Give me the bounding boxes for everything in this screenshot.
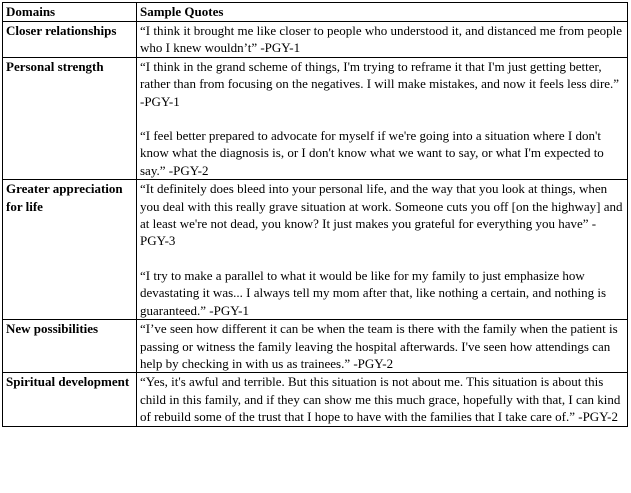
quote-cell (137, 22, 628, 58)
table-row (3, 22, 628, 58)
domain-cell: Greater appreciation for life (3, 180, 137, 320)
quote-text: “I’ve seen how different it can be when the team is there with the family when the patient is passing or witness the family leaving the hospital afterwards. I've seen how attendings can help by checking in with us as trainees.” -PGY-2 (140, 321, 618, 371)
quote-cell (137, 320, 628, 373)
domain-cell: Personal strength (3, 57, 137, 179)
domain-cell: Closer relationships (3, 22, 137, 58)
quote-text: “I feel better prepared to advocate for myself if we're going into a situation where I don't know what the diagnosis is, or I don't know what we want to say, or what I'm expected to say.” -PGY-2 (140, 128, 604, 178)
quote-text: “It definitely does bleed into your personal life, and the way that you look at things, when you deal with this really grave situation at work. Someone cuts you off [on the highway] and at least we're not dead, you know? It just makes you grateful for everything you have” -PGY-3 (140, 181, 623, 249)
quote-cell (137, 373, 628, 426)
quote-spacer (140, 110, 624, 127)
table-row (3, 373, 628, 426)
quote-text: “I try to make a parallel to what it would be like for my family to just emphasize how devastating it was... I always tell my mom after that, like nothing a certain, and nothing is guaranteed.” -PGY-1 (140, 267, 607, 318)
quote-cell (137, 57, 628, 179)
quote-text: “Yes, it's awful and terrible. But this situation is not about me. This situation is about this child in this family, and if they can show me this much grace, hopefully with that, I can kind of rebuild some of the trust that I hope to have with the families that I take care of.” -PGY-2 (140, 374, 621, 425)
quote-text: “I think in the grand scheme of things, I'm trying to reframe it that I'm just getting better, rather than from focusing on the negatives. I will make mistakes, and now it feels less dire.” -PGY-1 (140, 58, 620, 109)
quote-text: “I think it brought me like closer to people who understood it, and distanced me from people who I knew wouldn’t” -PGY-1 (140, 23, 622, 56)
domain-cell: Spiritual development (3, 373, 137, 426)
table-row (3, 320, 628, 373)
domain-cell: New possibilities (3, 320, 137, 373)
table-header-row (3, 3, 628, 22)
quote-spacer (140, 250, 624, 267)
header-domains: Domains (3, 3, 137, 22)
domains-quotes-table (2, 2, 628, 427)
table-row (3, 180, 628, 320)
table-row (3, 57, 628, 179)
quote-cell (137, 180, 628, 320)
header-sample-quotes: Sample Quotes (137, 3, 628, 22)
